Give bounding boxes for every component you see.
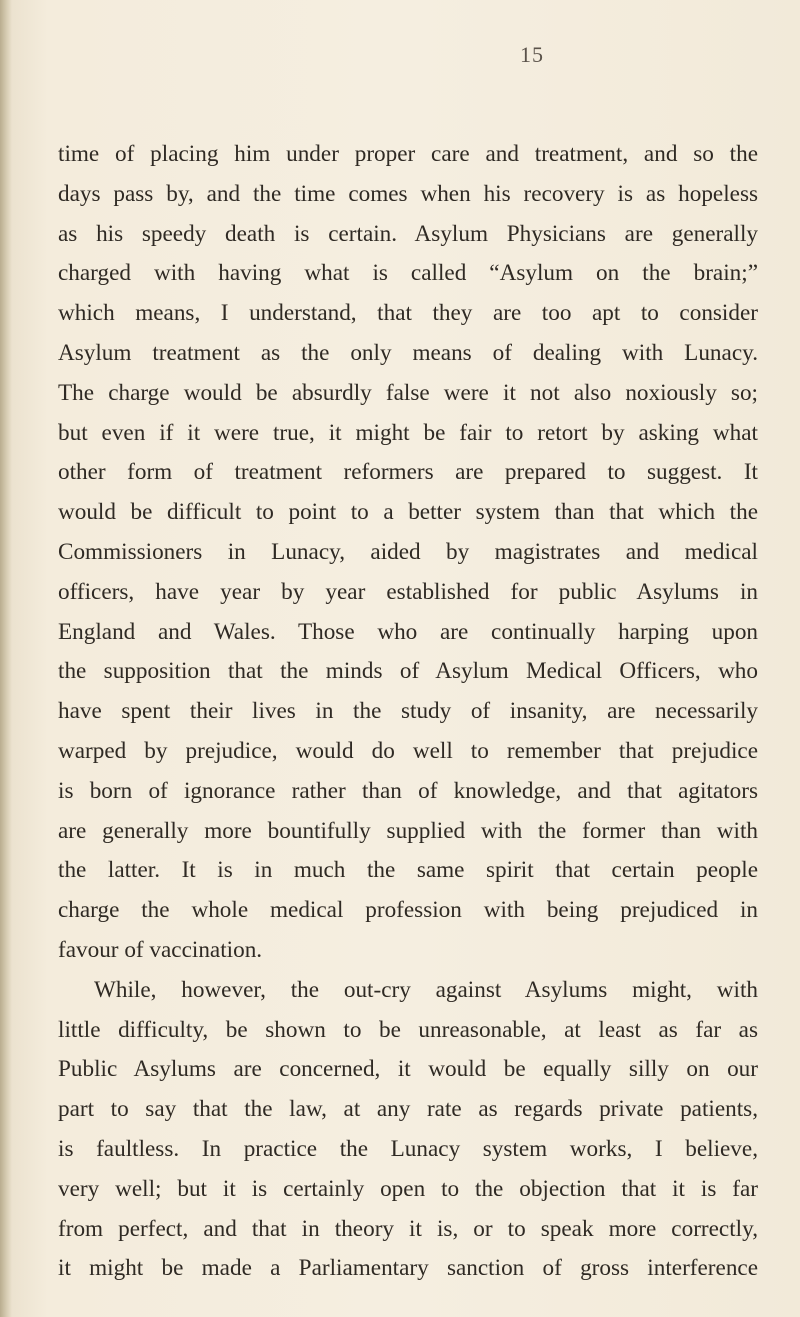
page-binding-edge — [0, 0, 12, 1317]
text-line: The charge would be absurdly false were it not also noxiously so; — [58, 379, 758, 406]
text-line: days pass by, and the time comes when his recovery is as hopeless — [58, 180, 758, 207]
text-line: officers, have year by year established for public Asylums in — [58, 578, 758, 605]
text-line: Public Asylums are concerned, it would be equally silly on our — [58, 1056, 758, 1083]
body-text — [58, 138, 758, 1292]
text-line: very well; but it is certainly open to the objection that it is far — [58, 1175, 758, 1202]
text-line: the supposition that the minds of Asylum Medical Officers, who — [58, 658, 758, 685]
text-line: England and Wales. Those who are continually harping upon — [58, 618, 758, 645]
text-line: part to say that the law, at any rate as regards private patients, — [58, 1096, 758, 1123]
text-line: would be difficult to point to a better system than that which the — [58, 499, 758, 526]
paragraph — [58, 138, 758, 974]
text-line: Commissioners in Lunacy, aided by magistrates and medical — [58, 538, 758, 565]
text-line: it might be made a Parliamentary sanction of gross interference — [58, 1255, 758, 1282]
text-line: from perfect, and that in theory it is, or to speak more correctly, — [58, 1215, 758, 1242]
text-line: Asylum treatment as the only means of dealing with Lunacy. — [58, 339, 758, 366]
text-line: While, however, the out-cry against Asylums might, with — [94, 976, 758, 1003]
text-line: is born of ignorance rather than of knowledge, and that agitators — [58, 777, 758, 804]
text-line: have spent their lives in the study of insanity, are necessarily — [58, 698, 758, 725]
text-line: is faultless. In practice the Lunacy system works, I believe, — [58, 1135, 758, 1162]
paragraph — [58, 974, 758, 1292]
text-line: other form of treatment reformers are prepared to suggest. It — [58, 459, 758, 486]
text-line: are generally more bountifully supplied with the former than with — [58, 817, 758, 844]
text-line: time of placing him under proper care and treatment, and so the — [58, 141, 758, 167]
text-line: charge the whole medical profession with being prejudiced in — [58, 897, 758, 924]
page-number: 15 — [520, 42, 544, 67]
text-line: the latter. It is in much the same spirit that certain people — [58, 857, 758, 884]
text-line: little difficulty, be shown to be unreasonable, at least as far as — [58, 1016, 758, 1043]
text-line: charged with having what is called “Asylum on the brain;” — [58, 260, 758, 287]
text-line: favour of vaccination. — [58, 936, 263, 963]
text-line: warped by prejudice, would do well to remember that prejudice — [58, 737, 758, 764]
text-line: but even if it were true, it might be fair to retort by asking what — [58, 419, 758, 446]
text-line: which means, I understand, that they are too apt to consider — [58, 300, 758, 327]
text-line: as his speedy death is certain. Asylum Physicians are generally — [58, 220, 758, 247]
